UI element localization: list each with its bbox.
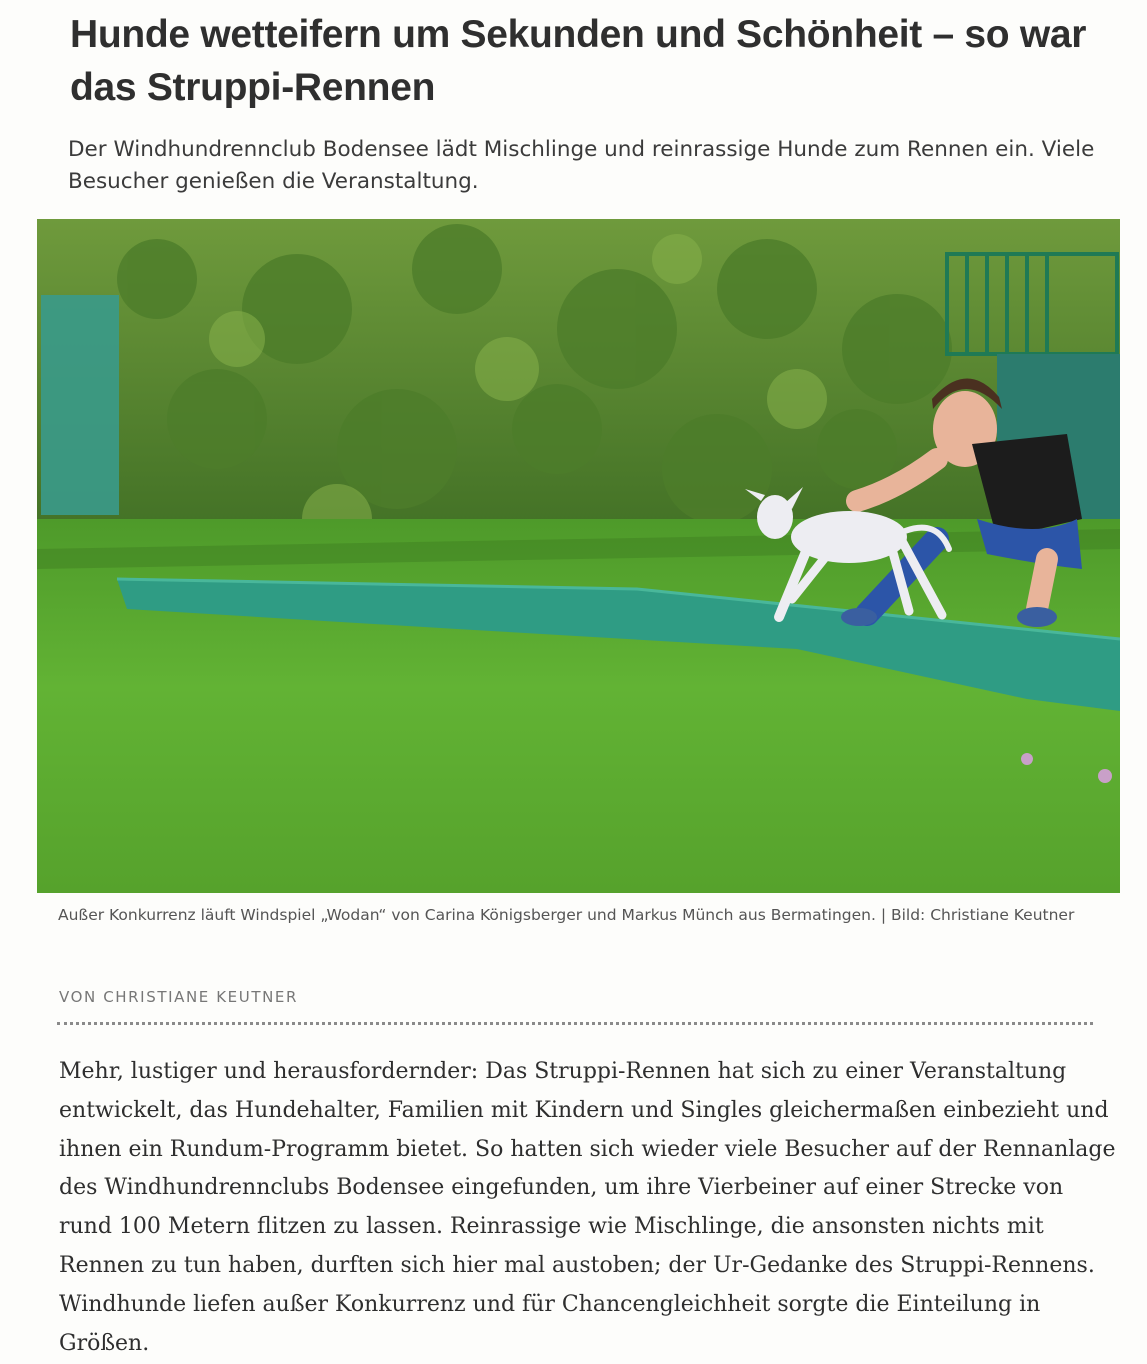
article-photo xyxy=(37,219,1120,893)
dotted-divider xyxy=(57,1022,1093,1025)
photo-caption: Außer Konkurrenz läuft Windspiel „Wodan“ von Carina Königsberger und Markus Münch aus Bermatingen. | Bild: Christiane Keutner xyxy=(58,906,1075,924)
fence-panel xyxy=(41,295,119,515)
article-headline: Hunde wetteifern um Sekunden und Schönheit – so war das Struppi-Rennen xyxy=(70,13,1087,109)
article-teaser: Der Windhundrennclub Bodensee lädt Mischlinge und reinrassige Hunde zum Rennen ein. Viele Besucher genießen die Veranstaltung. xyxy=(68,137,1095,194)
author-byline: VON CHRISTIANE KEUTNER xyxy=(59,988,299,1006)
lawn xyxy=(37,519,1120,893)
article-body: Mehr, lustiger und herausfordernder: Das Struppi-Rennen hat sich zu einer Veranstaltung entwickelt, das Hundehalter, Familien mit Kindern und Singles gleichermaßen einbezieht und ihnen ein Rundum-Programm bietet. So hatten sich wieder viele Besucher auf der Rennanlage des Windhundrennclubs Bodensee eingefunden, um ihre Vierbeiner auf einer Strecke von rund 100 Metern flitzen zu lassen. Reinrassige wie Mischlinge, die ansonsten nichts mit Rennen zu tun haben, durften sich hier mal austoben; der Ur-Gedanke des Struppi-Rennens. Windhunde liefen außer Konkurrenz und für Chancengleichheit sorgte die Einteilung in Größen. xyxy=(59,1059,1116,1356)
